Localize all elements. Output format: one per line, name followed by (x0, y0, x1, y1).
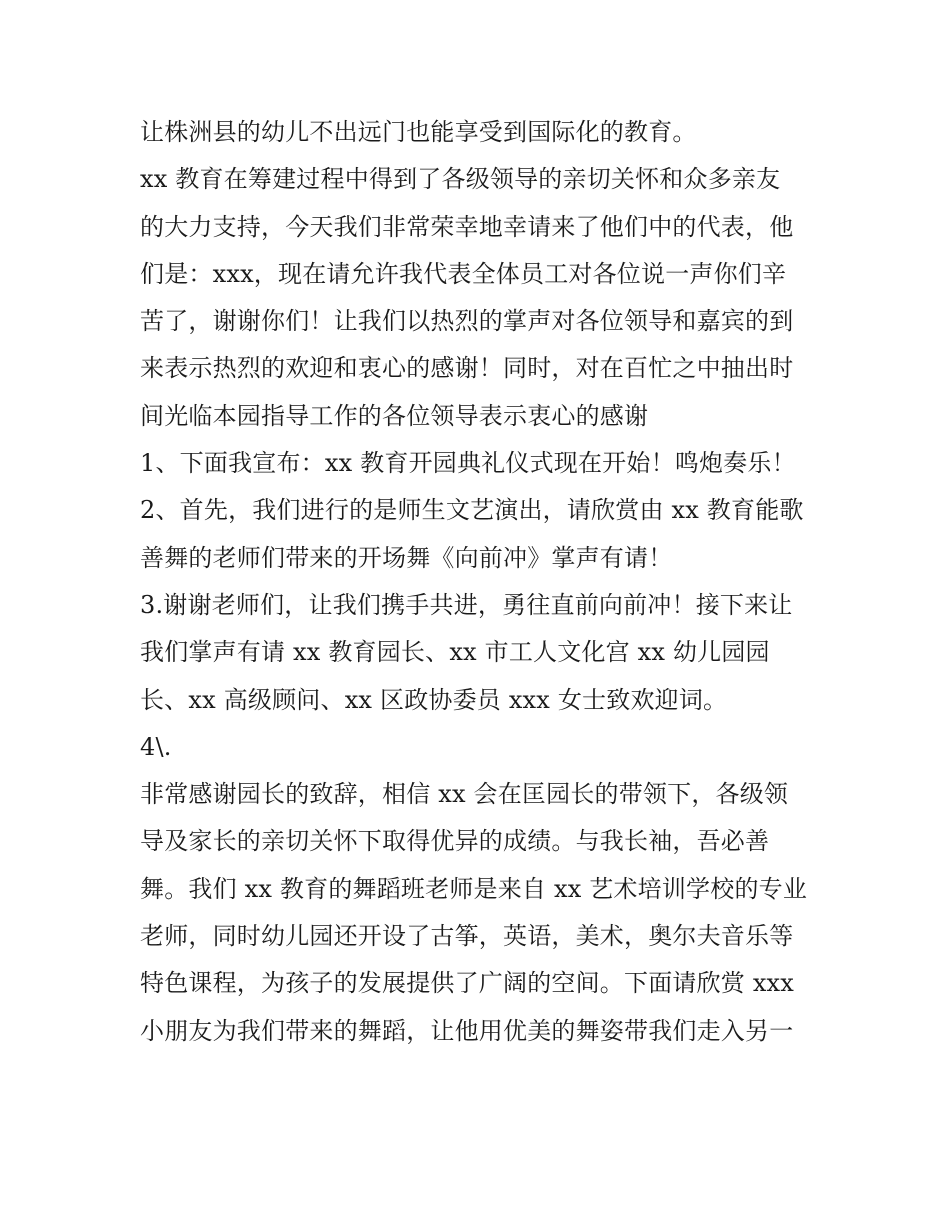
text-line-2: xx 教育在筹建过程中得到了各级领导的亲切关怀和众多亲友 (140, 165, 781, 194)
text-line-8: 1、下面我宣布：xx 教育开园典礼仪式现在开始！鸣炮奏乐！ (140, 449, 796, 478)
text-line-19: 特色课程，为孩子的发展提供了广阔的空间。下面请欣赏 xxx (140, 969, 795, 998)
text-line-6: 来表示热烈的欢迎和衷心的感谢！同时，对在百忙之中抽出时 (140, 354, 794, 383)
text-line-12: 我们掌声有请 xx 教育园长、xx 市工人文化宫 xx 幼儿园园 (140, 638, 770, 667)
text-line-13: 长、xx 高级顾问、xx 区政协委员 xxx 女士致欢迎词。 (140, 685, 728, 714)
text-line-17: 舞。我们 xx 教育的舞蹈班老师是来自 xx 艺术培训学校的专业 (140, 874, 808, 903)
text-line-11: 3.谢谢老师们，让我们携手共进，勇往直前向前冲！接下来让 (140, 590, 793, 619)
text-line-5: 苦了，谢谢你们！让我们以热烈的掌声对各位领导和嘉宾的到 (140, 307, 794, 336)
text-line-4: 们是：xxx，现在请允许我代表全体员工对各位说一声你们辛 (140, 259, 787, 288)
text-line-14: 4\. (140, 732, 172, 761)
text-line-16: 导及家长的亲切关怀下取得优异的成绩。与我长袖，吾必善 (140, 827, 770, 856)
text-line-1: 让株洲县的幼儿不出远门也能享受到国际化的教育。 (140, 118, 697, 146)
text-line-3: 的大力支持，今天我们非常荣幸地幸请来了他们中的代表，他 (140, 212, 794, 241)
text-line-18: 老师，同时幼儿园还开设了古筝，英语，美术，奥尔夫音乐等 (140, 922, 794, 951)
text-line-9: 2、首先，我们进行的是师生文艺演出，请欣赏由 xx 教育能歌 (140, 496, 804, 525)
text-line-10: 善舞的老师们带来的开场舞《向前冲》掌声有请！ (140, 543, 673, 572)
document-body (140, 109, 820, 1055)
text-line-20: 小朋友为我们带来的舞蹈，让他用优美的舞姿带我们走入另一 (140, 1016, 794, 1045)
text-line-7: 间光临本园指导工作的各位领导表示衷心的感谢 (140, 401, 649, 430)
text-line-15: 非常感谢园长的致辞，相信 xx 会在匡园长的带领下，各级领 (140, 780, 789, 809)
